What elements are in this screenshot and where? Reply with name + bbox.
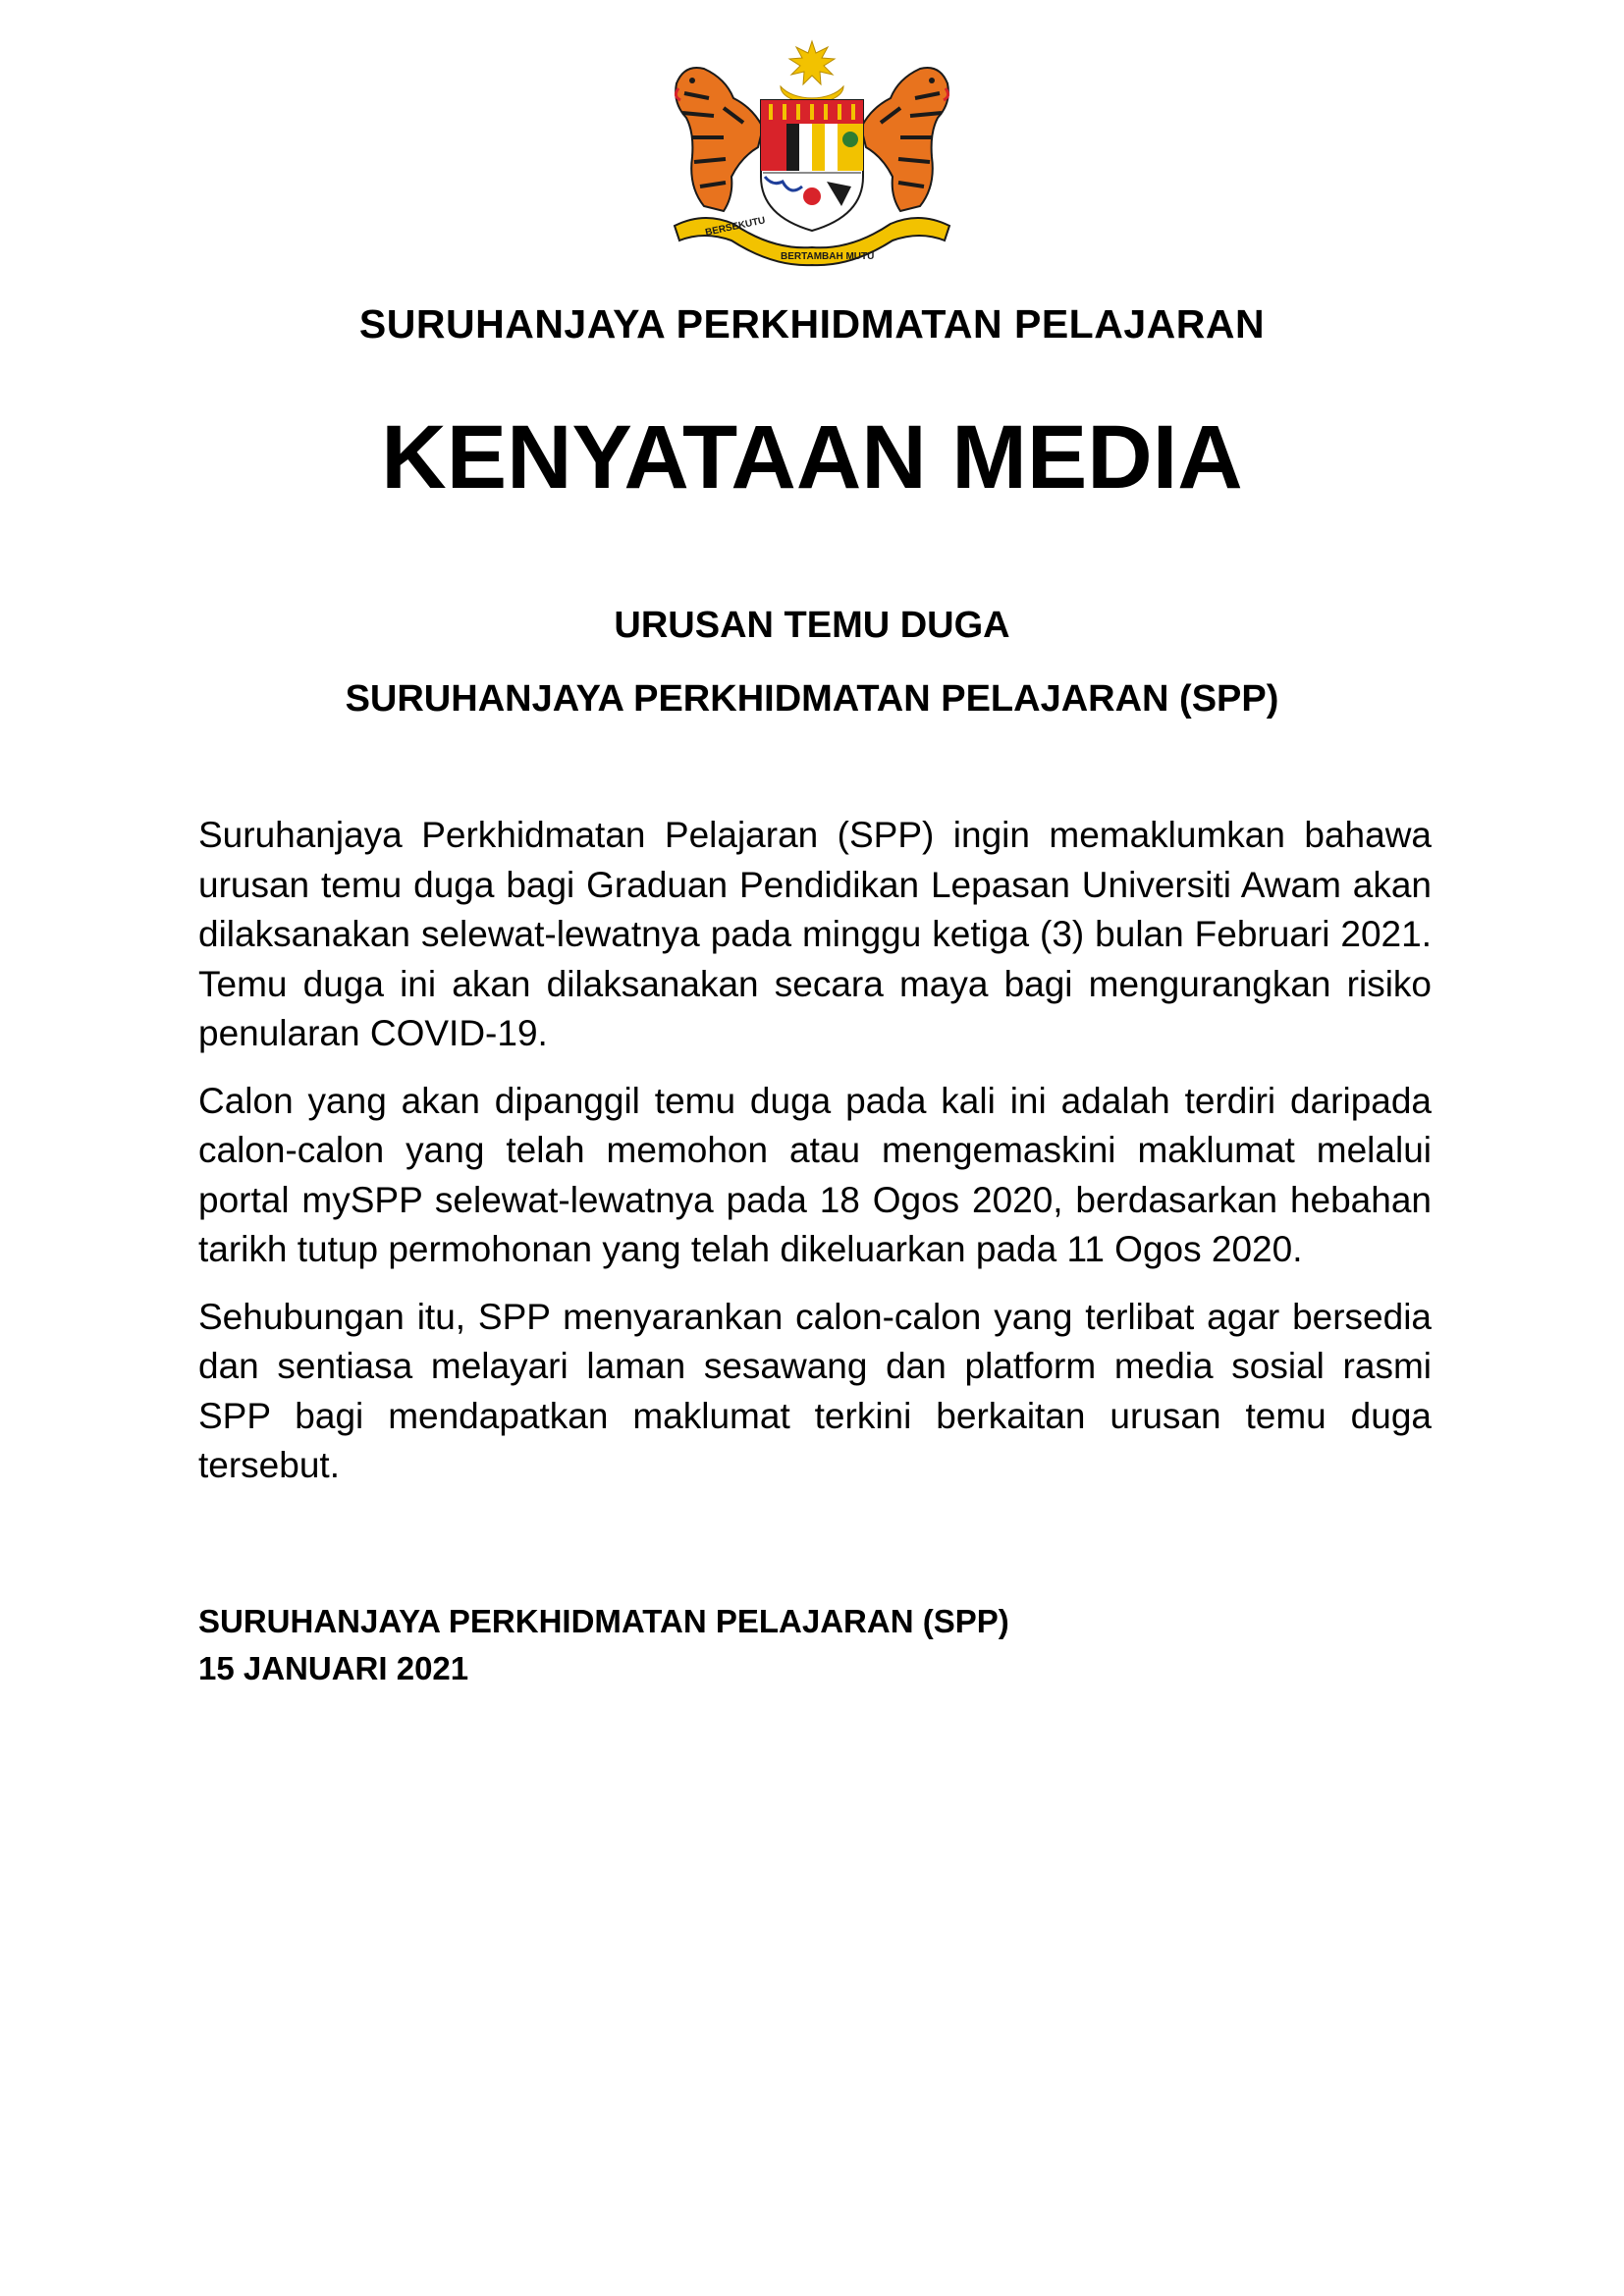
shield-icon — [761, 100, 863, 231]
subject-line-2: SURUHANJAYA PERKHIDMATAN PELAJARAN (SPP) — [345, 678, 1279, 720]
coat-of-arms-emblem — [665, 39, 959, 275]
signoff-organization: SURUHANJAYA PERKHIDMATAN PELAJARAN (SPP) — [198, 1603, 1009, 1639]
federal-star-icon — [789, 41, 835, 84]
signoff-date: 15 JANUARI 2021 — [198, 1650, 469, 1686]
right-tiger-icon — [861, 68, 948, 211]
left-tiger-icon — [676, 68, 763, 211]
motto-bottom-text: BERTAMBAH MUTU — [781, 251, 875, 262]
subject-line-1: URUSAN TEMU DUGA — [614, 605, 1010, 646]
paragraph-2: Calon yang akan dipanggil temu duga pada kali ini adalah terdiri daripada calon-calon yang telah memohon atau mengemaskini maklumat melalui portal mySPP selewat-lewatnya pada 18 Ogos 2020, berdasarkan hebahan tarikh tutup permohonan yang telah dikeluarkan pada 11 Ogos 2020. — [198, 1080, 1432, 1269]
signoff-block — [198, 1598, 1009, 1692]
paragraph-1: Suruhanjaya Perkhidmatan Pelajaran (SPP) ingin memaklumkan bahawa urusan temu duga bagi Graduan Pendidikan Lepasan Universiti Awam akan dilaksanakan selewat-lewatnya pada minggu ketiga (3) bulan Februari 2021. Temu duga ini akan dilaksanakan secara maya bagi mengurangkan risiko penularan COVID-19. — [198, 815, 1432, 1053]
organization-heading: SURUHANJAYA PERKHIDMATAN PELAJARAN — [358, 301, 1266, 347]
document-title: KENYATAAN MEDIA — [381, 407, 1243, 507]
statement-body — [198, 811, 1432, 1509]
paragraph-3: Sehubungan itu, SPP menyarankan calon-calon yang terlibat agar bersedia dan sentiasa melayari laman sesawang dan platform media sosial rasmi SPP bagi mendapatkan maklumat terkini berkaitan urusan temu duga tersebut. — [198, 1296, 1432, 1485]
motto-left-text: BERSEKUTU — [704, 215, 767, 239]
